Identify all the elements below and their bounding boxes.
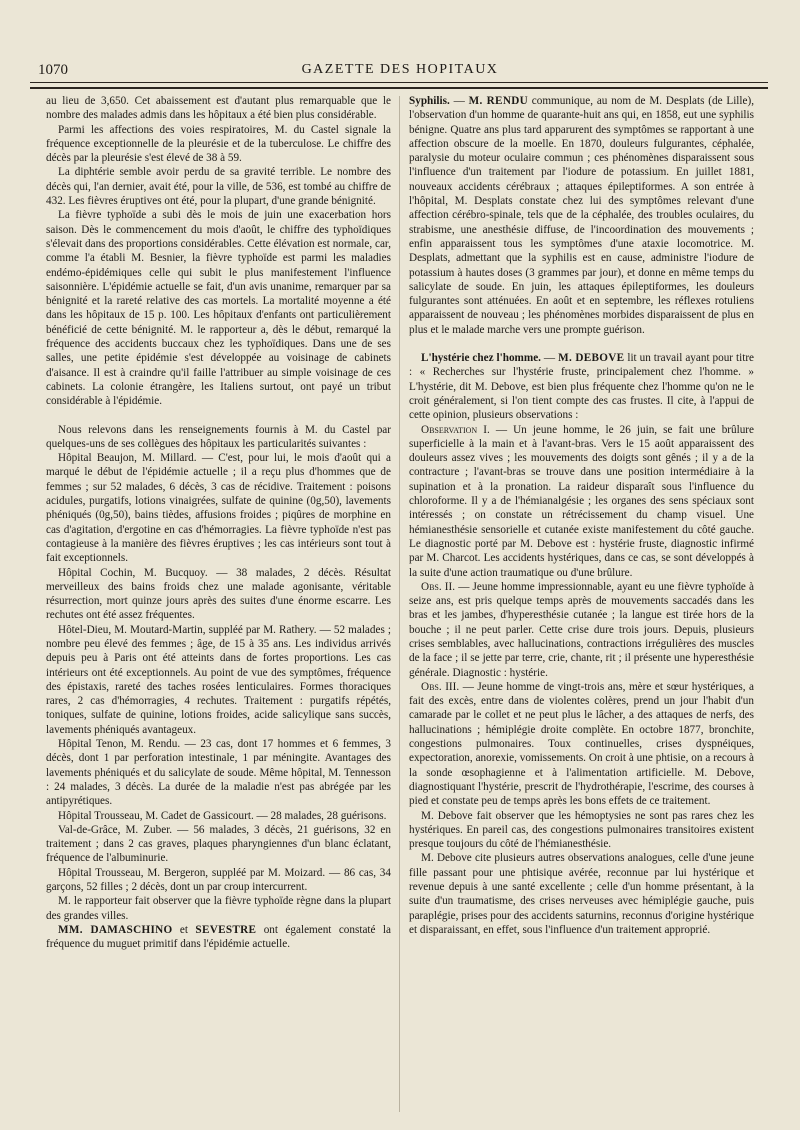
paragraph: MM. DAMASCHINO et SEVESTRE ont également constaté la fréquence du muguet primitif dans l'épidémie actuelle.: [46, 923, 391, 951]
left-column: [46, 94, 391, 1114]
observation-label: Obs. III.: [421, 680, 460, 693]
observation-label: Observation I.: [421, 423, 490, 436]
paragraph: Obs. III. — Jeune homme de vingt-trois ans, mère et sœur hystériques, a fait des excès, entre dans de violentes colères, prend un jour l'habit d'un camarade par le collet et ne peut plus le lâcher, a des attaques de nerfs, des hallucinations ; hémiplégie droite complète. En octobre 1877, bronchite, congestions pulmonaires. Toux continuelles, crises dyspnéiques, expectoration, anorexie, vomissements. On croit à une phtisie, on a recours à la sonde œsophagienne et à l'alimentation artificielle. M. Debove, diagnostiquant l'hystérie, prescrit de l'hydrothérapie, l'escrime, des courses à pied et constate peu de temps après les bons effets de ce traitement.: [409, 680, 754, 808]
paragraph: Hôpital Beaujon, M. Millard. — C'est, pour lui, le mois d'août qui a marqué le début de l'épidémie actuelle ; il a reçu plus d'hommes que de femmes ; sur 52 malades, 6 décès, 3 cas de récidive. Traitement : poisons acidules, purgatifs, lotions vinaigrées, sulfate de quinine (0g,50), lavements phéniqués (0g,50), bains tièdes, affusions froides ; piqûres de morphine en cas d'agitation, d'ergotine en cas d'hémorragies. La fièvre typhoïde n'est pas contagieuse à la manière des fièvres éruptives ; les cas intérieurs sont tout à fait exceptionnels.: [46, 452, 391, 565]
paragraph: M. Debove fait observer que les hémoptysies ne sont pas rares chez les hystériques. En pareil cas, des congestions pulmonaires transitoires existent presque toujours du côté de l'hémianesthésie.: [409, 809, 754, 851]
paragraph: Hôpital Trousseau, M. Cadet de Gassicourt. — 28 malades, 28 guérisons.: [58, 809, 387, 822]
paragraph: M. Debove cite plusieurs autres observations analogues, celle d'une jeune fille passant pour une phtisique avérée, reconnue par lui hystérique et revenue depuis à une santé excellente ; celle d'un homme présentant, à la suite d'un traumatisme, des crises nerveuses avec hémiplégie gauche, puis paraplégie, prises pour des accidents saturnins, reconnus d'origine hystérique et disparaissant, en effet, sous l'influence d'un traitement approprié.: [409, 852, 754, 936]
paragraph: Hôpital Cochin, M. Bucquoy. — 38 malades, 2 décès. Résultat merveilleux des bains froids chez une malade agonisante, véritable résurrection, mort quinze jours après des suites d'une énorme escarre. Les rechutes ont été assez fréquentes.: [46, 566, 391, 622]
paragraph: Hôtel-Dieu, M. Moutard-Martin, suppléé par M. Rathery. — 52 malades ; nombre peu élevé des femmes ; âge, de 15 à 35 ans. Les individus arrivés depuis peu à Paris ont été atteints dans de fortes proportions. Les cas intérieurs ont été exceptionnels. Au point de vue des symptômes, fréquence des épistaxis, rareté des taches rosées lenticulaires. Formes thoraciques rares, 2 cas d'hémorragies, 4 rechutes. Traitement : purgatifs répétés, toniques, sulfate de quinine, lotions froides, acide salicylique sans succès, lavements phéniqués avantageux.: [46, 623, 391, 736]
paragraph: M. le rapporteur fait observer que la fièvre typhoïde règne dans la plupart des grandes villes.: [46, 895, 391, 922]
section-heading: Syphilis.: [409, 95, 450, 107]
paragraph: L'hystérie chez l'homme. — M. DEBOVE lit un travail ayant pour titre : « Recherches sur l'hystérie fruste, principalement chez l'homme. » L'hystérie, dit M. Debove, est bien plus fréquente chez l'homme qu'on ne le croit généralement, si l'on tient compte des cas frustes. Il cite, à l'appui de cette opinion, plusieurs observations :: [409, 352, 754, 422]
author-name: MM. DAMASCHINO: [58, 923, 173, 936]
paragraph: Nous relevons dans les renseignements fournis à M. du Castel par quelques-uns de ses collègues des hôpitaux les particularités suivantes :: [46, 423, 391, 450]
column-divider: [399, 96, 400, 1112]
paragraph: au lieu de 3,650. Cet abaissement est d'autant plus remarquable que le nombre des malades admis dans les hôpitaux a été bien plus considérable.: [46, 95, 391, 122]
right-column: [409, 94, 754, 1114]
header-rule: [30, 82, 768, 83]
paragraph: Parmi les affections des voies respiratoires, M. du Castel signale la fréquence exceptionnelle de la pleurésie et de la tuberculose. Le chiffre des décès par la pleurésie s'est élevé de 38 à 59.: [46, 123, 391, 165]
paragraph: La diphtérie semble avoir perdu de sa gravité terrible. Le nombre des décès qui, l'an dernier, avait été, pour la ville, de 536, est tombé au chiffre de 432. Les fièvres éruptives ont été, pour la plupart, d'une grande bénignité.: [46, 166, 391, 208]
observation-label: Obs. II.: [421, 580, 456, 593]
paragraph: La fièvre typhoïde a subi dès le mois de juin une exacerbation hors saison. Dès le commencement du mois d'août, le chiffre des typhoïdiques s'élevait dans des proportions considérables. Cette élévation est normale, car, comme l'a établi M. Besnier, la fièvre typhoïde est parmi les maladies endémo-épidémiques celle qui subit le plus manifestement l'influence saisonnière. L'épidémie actuelle se fait, d'un avis unanime, remarquer par sa bénignité et la rareté relative des cas mortels. La mortalité moyenne a été dans les hôpitaux de 15 p. 100. Les hôpitaux d'enfants ont particulièrement bénéficié de cette bénignité. M. le rapporteur a, dès le début, remarqué la fréquence des accidents buccaux chez les typhoïdiques. Dans une de ses salles, une petite épidémie s'est développée au voisinage de cabinets d'aisance. Il est à craindre qu'il faille l'attribuer au simple voisinage de ces cabinets. La colonie étrangère, les Italiens surtout, ont payé un tribut considérable à l'épidémie.: [46, 209, 391, 408]
author-name: M. RENDU: [468, 95, 528, 107]
running-head-title: GAZETTE DES HOPITAUX: [301, 62, 499, 77]
header-rule-thick: [30, 87, 768, 89]
paragraph: Hôpital Tenon, M. Rendu. — 23 cas, dont 17 hommes et 6 femmes, 3 décès, dont 1 par perforation intestinale, 1 par méningite. Avantages des lavements phéniqués et du salicylate de soude. Même hôpital, M. Tennesson : 24 malades, 3 décès. La durée de la maladie n'est pas abrégée par les antipyrétiques.: [46, 738, 391, 808]
page-number: 1070: [38, 62, 68, 78]
paragraph: Obs. II. — Jeune homme impressionnable, ayant eu une fièvre typhoïde à seize ans, est pris quelque temps après de mouvements saccadés dans les bras et les jambes, d'hyperesthésie cutanée ; la langue est tirée hors de la bouche ; il ne peut parler. Cette crise dure trois jours. Depuis, plusieurs crises semblables, avec hallucinations, contractions irrégulières des muscles de la face ; il se jette par terre, crie, chante, rit ; il présente une hyperesthésie générale. Diagnostic : hystérie.: [409, 580, 754, 679]
author-name: M. DEBOVE: [558, 352, 625, 365]
author-name: SEVESTRE: [195, 923, 257, 936]
paragraph: Syphilis. — M. RENDU communique, au nom de M. Desplats (de Lille), l'observation d'un homme de quarante-huit ans qui, en 1858, eut une syphilis bénigne. Quatre ans plus tard apparurent des symptômes se rapportant à une affection obscure de la moelle. En 1870, douleurs fulgurantes, céphalée, paralysie du moteur oculaire commun ; ces phénomènes disparaissent sous l'influence d'un traitement par l'iodure de potassium. En juillet 1881, nouveaux accidents cérébraux ; attaques épileptiformes. A son entrée à l'hôpital, M. Desplats constate chez lui des symptômes relevant d'une affection cérébro-spinale, tels que de la céphalée, des troubles oculaires, du strabisme, une anesthésie diffuse, de l'incoordination des mouvements ; enfin apparaissent tous les symptômes d'une ataxie locomotrice. M. Desplats, admettant que la syphilis est en cause, administre l'iodure de potassium à hautes doses (3 grammes par jour), et donne en même temps du salicylate de soude. En juin, les attaques épileptiformes, les douleurs fulgurantes sont atténuées. En août et en septembre, les réflexes rotuliens apparaissent de nouveau ; les phénomènes morbides disparaissent de plus en plus et le malade marche vers une prompte guérison.: [409, 95, 754, 336]
paragraph: Observation I. — Un jeune homme, le 26 juin, se fait une brûlure superficielle à la main et à l'avant-bras. Vers le 15 août apparaissent des douleurs assez vives ; les mouvements des doigts sont gênés ; il y a de la contracture ; l'avant-bras se trouve dans une position intermédiaire à la supination et à la pronation. La raideur disparaît sous l'influence du chloroforme. Il y a de l'hémianalgésie ; les organes des sens spéciaux sont intéressés ; on constate un rétrécissement du champ visuel. Une hémianesthésie sensorielle et cutanée existe manifestement du côté gauche. Le diagnostic porté par M. Debove est : hystérie fruste, diagnostic infirmé par M. Charcot. Les accidents hystériques, dans ce cas, se sont développés à la suite d'une action traumatique ou d'une brûlure.: [409, 423, 754, 579]
section-heading: L'hystérie chez l'homme.: [421, 352, 541, 365]
paragraph: Val-de-Grâce, M. Zuber. — 56 malades, 3 décès, 21 guérisons, 32 en traitement ; dans 2 cas graves, plaques pharyngiennes d'un blanc éclatant, fréquence de l'albuminurie.: [46, 823, 391, 865]
paragraph: Hôpital Trousseau, M. Bergeron, suppléé par M. Moizard. — 86 cas, 34 garçons, 52 filles ; 2 décès, dont un par croup intercurrent.: [46, 866, 391, 894]
